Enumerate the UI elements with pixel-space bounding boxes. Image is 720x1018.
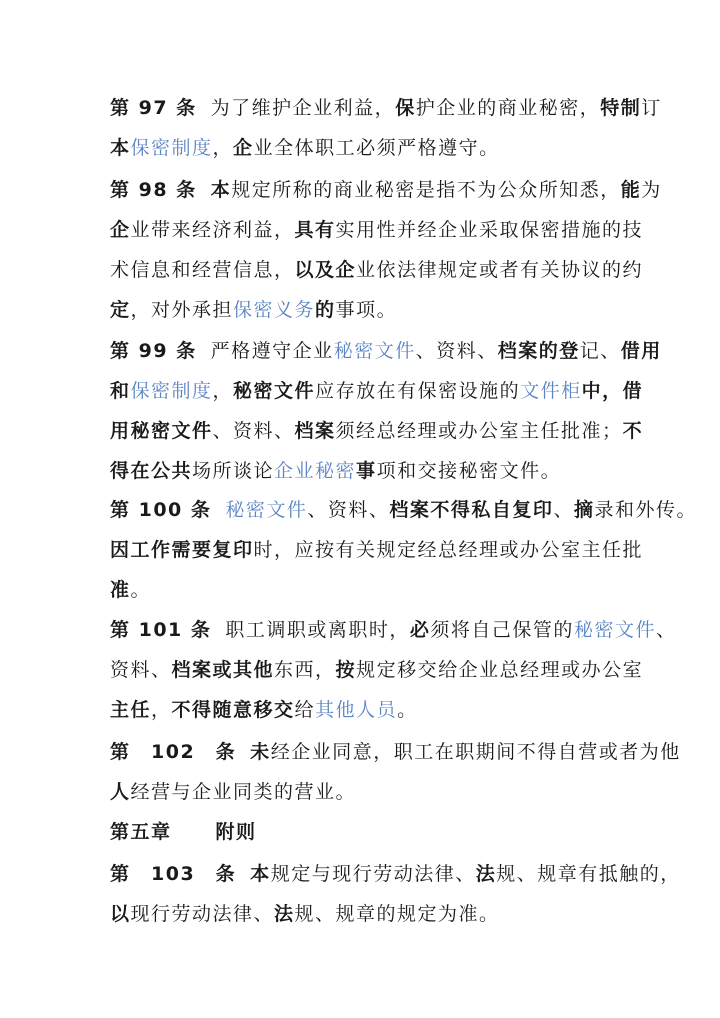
text-segment: 第 102 条 — [110, 741, 237, 763]
text-line — [110, 290, 630, 330]
text-segment: 借 — [622, 380, 644, 402]
text-segment: 项和交接秘密文件。 — [376, 460, 562, 482]
text-segment: 业带来经济利益， — [130, 219, 295, 241]
text-segment: 特制 — [600, 97, 642, 119]
text-segment: ， — [151, 699, 172, 721]
text-line — [110, 451, 630, 491]
text-segment: 以及企 — [294, 259, 357, 281]
text-line — [110, 88, 662, 128]
highlighted-term: 秘密文件 — [573, 619, 656, 641]
text-segment: 第 97 条 — [110, 97, 197, 119]
article-100 — [110, 490, 697, 610]
text-segment: 摘 — [573, 499, 595, 521]
text-segment: 规定与现行劳动法律、 — [270, 863, 476, 885]
article-103 — [110, 854, 681, 934]
text-segment: ， — [212, 137, 234, 159]
text-segment: 秘密文件 — [233, 380, 316, 402]
text-segment: 档案的登 — [497, 340, 580, 362]
text-segment: 实用性并经企业采取保密措施的技 — [335, 219, 644, 241]
text-segment: 定 — [110, 299, 131, 321]
text-segment: 须经总经理或办公室主任批准； — [335, 420, 623, 442]
article-97 — [110, 88, 662, 168]
text-segment: 场所谈论 — [192, 460, 275, 482]
text-segment: 人 — [110, 781, 131, 803]
text-segment: 档案不得私自复印 — [389, 499, 554, 521]
text-segment: 本 — [210, 179, 232, 201]
text-segment: 术信息和经营信息， — [110, 259, 295, 281]
text-line — [110, 371, 644, 411]
text-segment: 、 — [655, 619, 677, 641]
highlighted-term: 文件柜 — [520, 380, 582, 402]
text-segment: 为 — [641, 179, 662, 201]
text-segment: 规定所称的商业秘密是指不为公众所知悉， — [231, 179, 621, 201]
text-segment: 护企业的商业秘密， — [415, 97, 601, 119]
highlighted-term: 保密制度 — [130, 137, 213, 159]
highlighted-term: 企业秘密 — [274, 460, 357, 482]
text-segment: 保 — [395, 97, 416, 119]
text-segment: 录和外传。 — [594, 499, 697, 521]
text-segment: 第 100 条 — [110, 499, 212, 521]
text-segment: 本 — [250, 863, 271, 885]
text-segment: 现行劳动法律、 — [130, 903, 275, 925]
text-segment: 档案或其他 — [171, 659, 275, 681]
text-segment: 业全体职工必须严格遵守。 — [253, 137, 500, 159]
text-segment: 按 — [335, 659, 357, 681]
text-segment: 资料、 — [110, 659, 172, 681]
text-segment: 时，应按有关规定经总经理或办公室主任批 — [253, 539, 644, 561]
text-segment: 第 98 条 — [110, 179, 197, 201]
text-segment: 事项。 — [335, 299, 398, 321]
text-segment: 档案 — [294, 420, 336, 442]
text-segment: 主任 — [110, 699, 152, 721]
text-segment: 规定移交给企业总经理或办公室 — [356, 659, 644, 681]
text-line — [110, 894, 630, 934]
text-line — [110, 854, 681, 894]
text-segment: 给 — [294, 699, 316, 721]
text-segment: ， — [212, 380, 234, 402]
text-segment: ，对外承担 — [130, 299, 234, 321]
chapter-heading — [110, 812, 630, 852]
text-line — [110, 570, 630, 610]
text-line — [110, 128, 630, 168]
article-102 — [110, 732, 681, 812]
text-segment: 必 — [409, 619, 431, 641]
text-segment: 、资料、 — [212, 420, 295, 442]
text-segment: 记、 — [579, 340, 621, 362]
text-segment: 和 — [110, 380, 131, 402]
text-segment: 准 — [110, 579, 131, 601]
text-segment: 为了维护企业利益， — [210, 97, 396, 119]
article-99 — [110, 331, 662, 491]
text-segment: 、资料、 — [307, 499, 390, 521]
text-line — [110, 411, 644, 451]
highlighted-term: 秘密文件 — [225, 499, 308, 521]
text-segment: 东西， — [274, 659, 336, 681]
text-line — [110, 772, 630, 812]
text-segment: 规、规章的规定为准。 — [294, 903, 500, 925]
highlighted-term: 秘密文件 — [333, 340, 416, 362]
article-101 — [110, 610, 677, 730]
text-segment: 严格遵守企业 — [210, 340, 334, 362]
text-line — [110, 732, 681, 772]
text-line — [110, 250, 644, 290]
highlighted-term: 其他人员 — [315, 699, 398, 721]
text-segment: 法 — [274, 903, 295, 925]
text-segment: 。 — [130, 579, 152, 601]
text-segment: 具有 — [294, 219, 336, 241]
highlighted-term: 保密义务 — [233, 299, 316, 321]
text-segment: 借用 — [620, 340, 662, 362]
text-segment: 得在公共 — [110, 460, 193, 482]
text-segment: 第 99 条 — [110, 340, 197, 362]
text-segment: 应存放在有保密设施的 — [315, 380, 521, 402]
text-segment: 规、规章有抵触的， — [496, 863, 681, 885]
text-segment: 本 — [110, 137, 131, 159]
text-segment: 订 — [641, 97, 662, 119]
text-segment: 因工作需要复印 — [110, 539, 254, 561]
text-segment: 须将自己保管的 — [430, 619, 574, 641]
highlighted-term: 保密制度 — [130, 380, 213, 402]
text-segment: 未 — [250, 741, 271, 763]
text-line — [110, 210, 644, 250]
chapter-number: 第五章 — [110, 821, 172, 843]
text-segment: 经企业同意，职工在职期间不得自营或者为他 — [270, 741, 681, 763]
text-segment: 企 — [110, 219, 131, 241]
text-segment: 第 103 条 — [110, 863, 237, 885]
text-segment: 。 — [397, 699, 418, 721]
text-segment: 企 — [233, 137, 254, 159]
text-line — [110, 490, 697, 530]
text-line — [110, 610, 677, 650]
text-line — [110, 170, 662, 210]
text-segment: 职工调职或离职时， — [225, 619, 410, 641]
text-segment: 的 — [315, 299, 336, 321]
text-segment: 用秘密文件 — [110, 420, 213, 442]
text-segment: 不得随意移交 — [171, 699, 295, 721]
text-segment: 第 101 条 — [110, 619, 212, 641]
text-line — [110, 331, 662, 371]
text-segment: 、 — [553, 499, 574, 521]
text-segment: 业依法律规定或者有关协议的约 — [356, 259, 644, 281]
text-segment: 以 — [110, 903, 131, 925]
text-segment: 中， — [581, 380, 623, 402]
text-segment: 法 — [475, 863, 497, 885]
text-segment: 经营与企业同类的营业。 — [130, 781, 357, 803]
text-segment: 能 — [620, 179, 642, 201]
text-line — [110, 530, 644, 570]
text-line — [110, 650, 644, 690]
chapter-title: 附则 — [215, 821, 257, 843]
text-segment: 、资料、 — [415, 340, 498, 362]
text-line — [110, 690, 630, 730]
text-segment: 不 — [622, 420, 644, 442]
text-segment: 事 — [356, 460, 377, 482]
article-98 — [110, 170, 662, 330]
